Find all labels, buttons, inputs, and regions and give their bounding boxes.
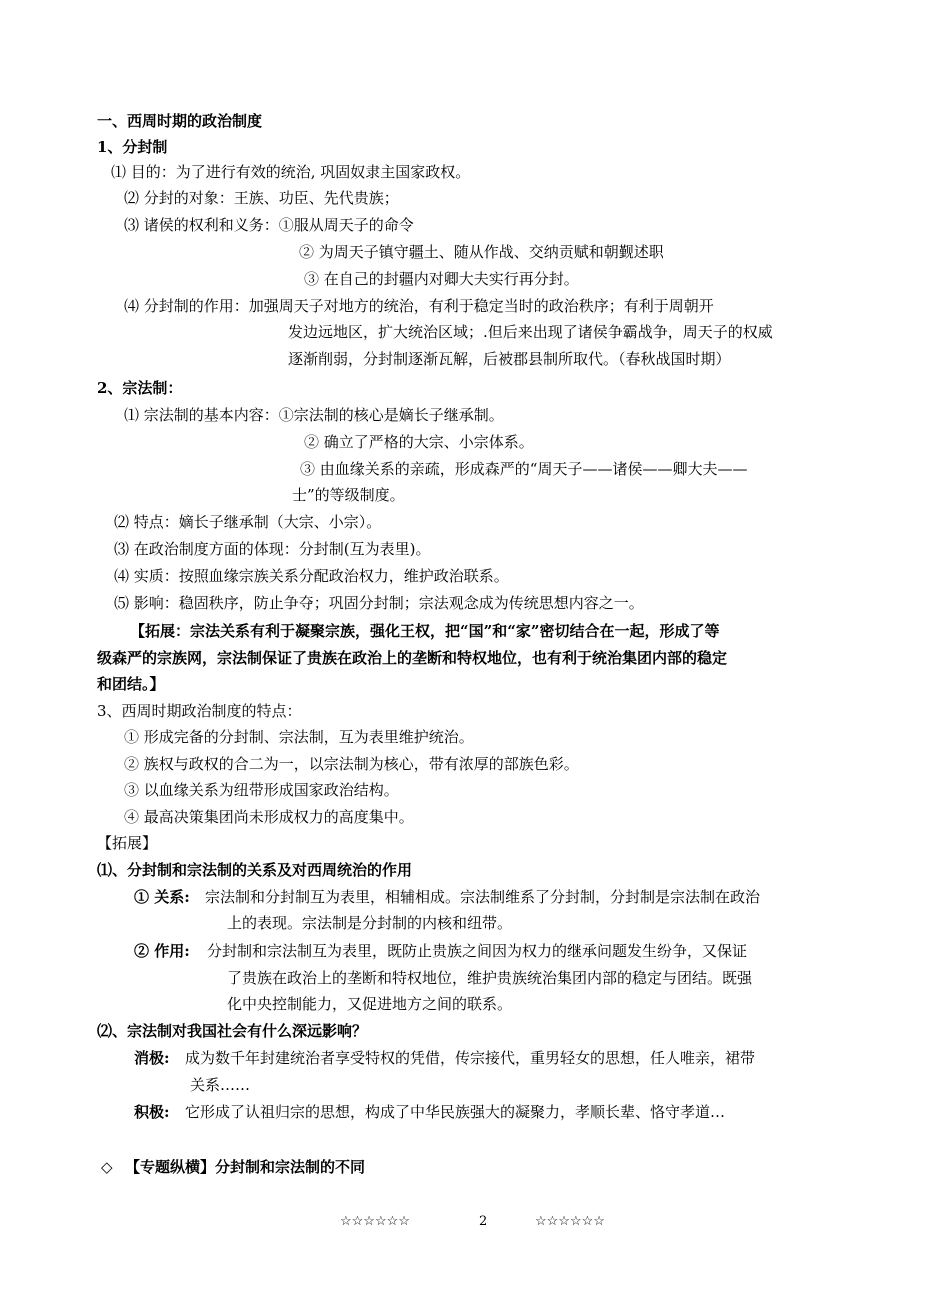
q1-effect-2: 了贵族在政治上的垄断和特权地位，维护贵族统治集团内部的稳定与团结。既强 xyxy=(227,969,753,987)
footer-stars-left: ☆☆☆☆☆☆ xyxy=(340,1214,410,1229)
q2-positive-1: 它形成了认祖归宗的思想，构成了中华民族强大的凝聚力，孝顺长辈、恪守孝道… xyxy=(185,1103,726,1121)
q1-title: ⑴、分封制和宗法制的关系及对西周统治的作用 xyxy=(97,861,413,879)
fenfeng-role-2: 发边远地区，扩大统治区域；.但后来出现了诸侯争霸战争，周天子的权威 xyxy=(288,323,773,341)
zongfa-content-3: ③ 由血缘关系的亲疏，形成森严的“周天子——诸侯——卿大夫—— xyxy=(300,460,748,478)
q1-relation-label: ① 关系: xyxy=(134,888,190,906)
zongfa-content-2: ② 确立了严格的大宗、小宗体系。 xyxy=(304,433,534,451)
zongfa-embody: ⑶ 在政治制度方面的体现：分封制(互为表里)。 xyxy=(114,540,431,558)
traits-item: ② 族权与政权的合二为一，以宗法制为核心，带有浓厚的部族色彩。 xyxy=(124,755,579,773)
extension-label: 【拓展】 xyxy=(97,834,158,852)
zongfa-content-4: 士”的等级制度。 xyxy=(292,486,405,504)
q1-effect-3: 化中央控制能力，又促进地方之间的联系。 xyxy=(227,995,513,1013)
zongfa-title: 2、宗法制： xyxy=(97,379,183,397)
fenfeng-purpose: ⑴ 目的：为了进行有效的统治, 巩固奴隶主国家政权。 xyxy=(111,163,471,181)
q2-positive-label: 积极: xyxy=(134,1103,170,1121)
q2-negative-label: 消极: xyxy=(134,1049,170,1067)
fenfeng-title: 1、分封制 xyxy=(97,138,168,156)
q2-title: ⑵、宗法制对我国社会有什么深远影响？ xyxy=(97,1022,368,1040)
traits-item: ① 形成完备的分封制、宗法制，互为表里维护统治。 xyxy=(124,728,474,746)
zongfa-content-1: ⑴ 宗法制的基本内容：①宗法制的核心是嫡长子继承制。 xyxy=(124,406,504,424)
traits-item: ④ 最高决策集团尚未形成权力的高度集中。 xyxy=(124,808,414,826)
topic-heading: 【专题纵横】分封制和宗法制的不同 xyxy=(125,1158,366,1176)
fenfeng-rights-3: ③ 在自己的封疆内对卿大夫实行再分封。 xyxy=(304,270,579,288)
traits-title: 3、西周时期政治制度的特点： xyxy=(97,702,302,720)
zongfa-extension-3: 和团结。】 xyxy=(97,675,165,693)
footer-stars-right: ☆☆☆☆☆☆ xyxy=(535,1214,605,1229)
fenfeng-rights: ⑶ 诸侯的权利和义务：①服从周天子的命令 xyxy=(124,216,414,234)
q1-relation-2: 上的表现。宗法制是分封制的内核和纽带。 xyxy=(227,914,513,932)
zongfa-essence: ⑷ 实质：按照血缘宗族关系分配政治权力，维护政治联系。 xyxy=(114,567,509,585)
fenfeng-role-1: ⑷ 分封制的作用：加强周天子对地方的统治，有利于稳定当时的政治秩序；有利于周朝开 xyxy=(124,297,714,315)
zongfa-influence: ⑸ 影响：稳固秩序，防止争夺；巩固分封制；宗法观念成为传统思想内容之一。 xyxy=(114,594,644,612)
q1-relation-1: 宗法制和分封制互为表里，相辅相成。宗法制维系了分封制，分封制是宗法制在政治 xyxy=(205,888,761,906)
zongfa-feature: ⑵ 特点：嫡长子继承制（大宗、小宗）。 xyxy=(114,513,382,531)
q2-negative-2: 关系…… xyxy=(190,1076,251,1094)
q2-negative-1: 成为数千年封建统治者享受特权的凭借，传宗接代，重男轻女的思想，任人唯亲，裙带 xyxy=(185,1049,756,1067)
diamond-icon: ◇ xyxy=(101,1158,113,1176)
fenfeng-rights-2: ② 为周天子镇守疆土、随从作战、交纳贡赋和朝觐述职 xyxy=(299,243,664,261)
zongfa-extension-2: 级森严的宗族网，宗法制保证了贵族在政治上的垄断和特权地位，也有利于统治集团内部的稳定 xyxy=(97,649,728,667)
page-number: 2 xyxy=(479,1214,488,1229)
q1-effect-label: ② 作用: xyxy=(134,942,190,960)
zongfa-extension-1: 【拓展：宗法关系有利于凝聚宗族，强化王权，把“国”和“家”密切结合在一起，形成了等 xyxy=(130,622,720,640)
section-heading: 一、西周时期的政治制度 xyxy=(97,112,263,130)
fenfeng-role-3: 逐渐削弱，分封制逐渐瓦解，后被郡县制所取代。（春秋战国时期） xyxy=(288,350,731,368)
traits-item: ③ 以血缘关系为纽带形成国家政治结构。 xyxy=(124,781,399,799)
fenfeng-objects: ⑵ 分封的对象：王族、功臣、先代贵族； xyxy=(124,189,399,207)
q1-effect-1: 分封制和宗法制互为表里，既防止贵族之间因为权力的继承问题发生纷争，又保证 xyxy=(207,942,748,960)
